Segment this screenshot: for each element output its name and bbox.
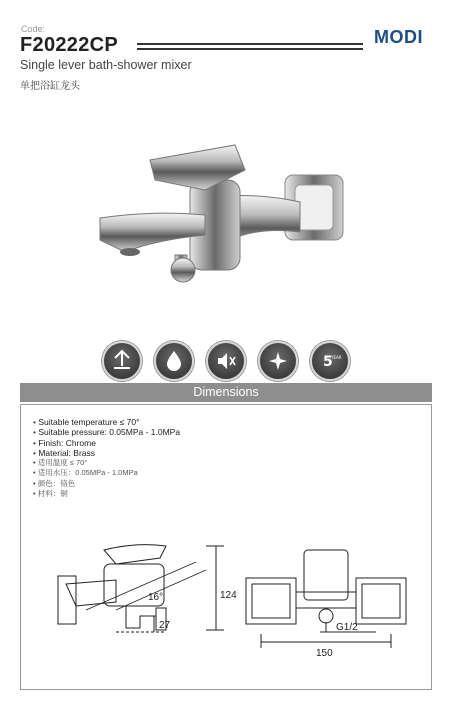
dim-angle-16: 16° (148, 592, 164, 603)
spec-item: • Suitable pressure: 0.05MPa - 1.0MPa (33, 427, 180, 437)
spec-item-cn: • 适用温度 ≤ 70° (33, 458, 180, 468)
dim-width-150: 150 (316, 648, 333, 659)
product-code: F20222CP (20, 34, 119, 56)
five-year-warranty-icon (310, 341, 350, 381)
dim-thread: G1/2 (336, 622, 358, 633)
product-image (95, 140, 365, 300)
spec-list (33, 417, 180, 499)
dim-height-124: 124 (220, 590, 237, 601)
spec-item-cn: • 颜色：铬色 (33, 479, 180, 489)
low-noise-icon (206, 341, 246, 381)
header-rule (137, 43, 363, 50)
spec-item-cn: • 适用水压：0.05MPa - 1.0MPa (33, 468, 180, 478)
warranty-text: YEAR (331, 355, 342, 360)
product-title-cn: 单把浴缸龙头 (20, 81, 80, 92)
water-saving-icon (154, 341, 194, 381)
dim-spout-27: 27 (159, 620, 171, 631)
ceramic-cartridge-icon (102, 341, 142, 381)
shine-icon (258, 341, 298, 381)
warranty-number: 5 (323, 354, 333, 370)
brand-logo: MODI (374, 27, 423, 47)
spec-item: • Suitable temperature ≤ 70° (33, 417, 180, 427)
code-label: Code: (21, 24, 46, 34)
spec-item-cn: • 材料：铜 (33, 489, 180, 499)
technical-drawing (56, 536, 436, 676)
spec-item: • Material: Brass (33, 448, 180, 458)
feature-icons (102, 341, 352, 383)
product-title-en: Single lever bath-shower mixer (20, 58, 192, 72)
spec-item: • Finish: Chrome (33, 438, 180, 448)
dimensions-heading: Dimensions (20, 383, 432, 402)
